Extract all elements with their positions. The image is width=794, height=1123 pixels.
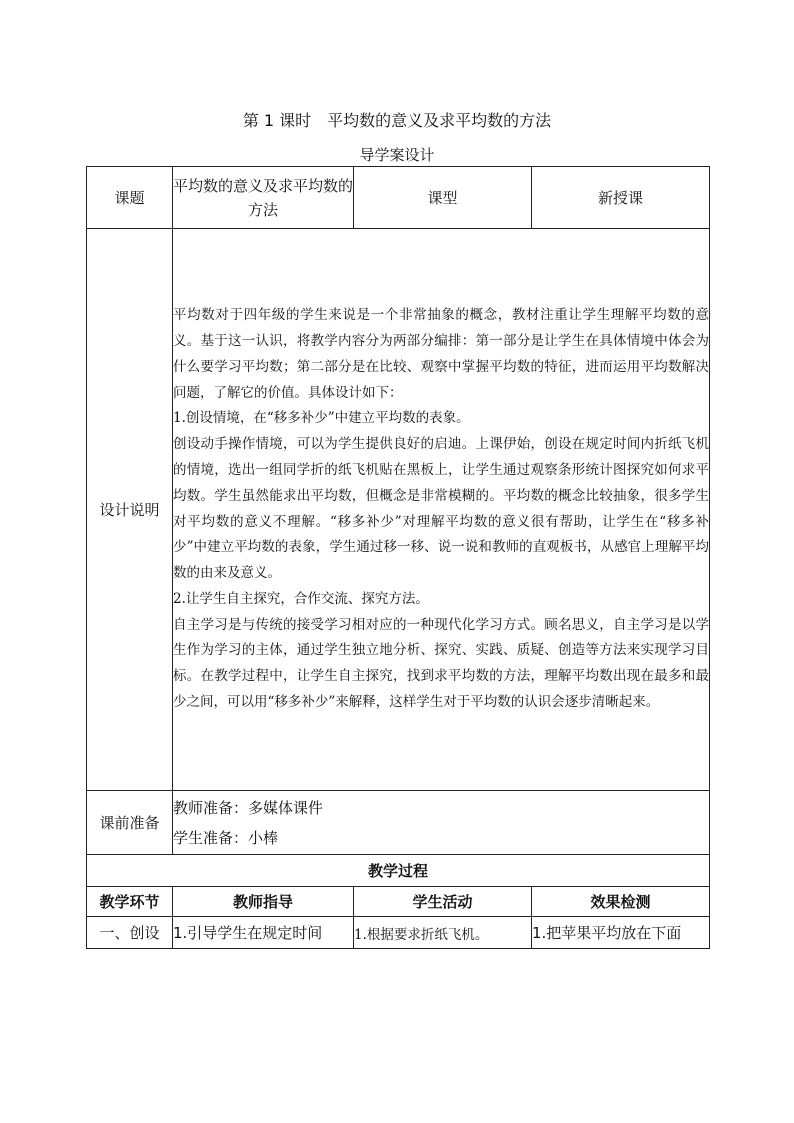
column-header-teacher-guidance: 教师指导 xyxy=(173,887,354,917)
design-description xyxy=(173,229,710,791)
page-subtitle: 导学案设计 xyxy=(359,146,435,164)
process-title: 教学过程 xyxy=(87,855,710,887)
prep-content xyxy=(173,791,710,855)
page-title: 第 1 课时 平均数的意义及求平均数的方法 xyxy=(242,111,552,130)
design-paragraph: 平均数对于四年级的学生来说是一个非常抽象的概念，教材注重让学生理解平均数的意义。基于这一认识，将教学内容分为两部分编排：第一部分是让学生在具体情境中体会为什么要学习平均数；第二部分是在比较、观察中掌握平均数的特征，进而运用平均数解决问题，了解它的价值。具体设计如下： xyxy=(173,307,709,401)
topic-value: 平均数的意义及求平均数的方法 xyxy=(173,167,354,229)
student-prep: 学生准备：小棒 xyxy=(173,828,279,847)
process-cell-teacher: 1.引导学生在规定时间 xyxy=(173,917,354,949)
design-paragraph: 自主学习是与传统的接受学习相对应的一种现代化学习方式。顾名思义，自主学习是以学生作为学习的主体，通过学生独立地分析、探究、实践、质疑、创造等方法来实现学习目标。在教学过程中，让学生自主探究，找到求平均数的方法，理解平均数出现在最多和最少之间，可以用“移多补少”来解释，这样学生对于平均数的认识会逐步清晰起来。 xyxy=(173,616,709,711)
design-paragraph: 1.创设情境，在“移多补少”中建立平均数的表象。 xyxy=(173,410,470,427)
design-paragraph: 创设动手操作情境，可以为学生提供良好的启迪。上课伊始，创设在规定时间内折纸飞机的情境，选出一组同学折的纸飞机贴在黑板上，让学生通过观察条形统计图探究如何求平均数。学生虽然能求出平均数，但概念是非常模糊的。平均数的概念比较抽象，很多学生对平均数的意义不理解。“移多补少”对理解平均数的意义很有帮助，让学生在“移多补少”中建立平均数的表象，学生通过移一移、说一说和教师的直观板书，从感官上理解平均数的由来及意义。 xyxy=(173,436,709,582)
topic-label: 课题 xyxy=(87,167,173,229)
design-paragraph: 2.让学生自主探究，合作交流、探究方法。 xyxy=(173,590,429,607)
design-label: 设计说明 xyxy=(87,229,173,791)
lesson-plan-table xyxy=(86,166,710,949)
type-value: 新授课 xyxy=(532,167,710,229)
column-header-stage: 教学环节 xyxy=(87,887,173,917)
prep-label: 课前准备 xyxy=(87,791,173,855)
column-header-assessment: 效果检测 xyxy=(532,887,710,917)
process-cell-student: 1.根据要求折纸飞机。 xyxy=(354,917,532,949)
teacher-prep: 教师准备：多媒体课件 xyxy=(173,798,324,817)
process-cell-stage: 一、创设 xyxy=(87,917,173,949)
column-header-student-activity: 学生活动 xyxy=(354,887,532,917)
process-cell-assessment: 1.把苹果平均放在下面 xyxy=(532,917,710,949)
type-label: 课型 xyxy=(354,167,532,229)
